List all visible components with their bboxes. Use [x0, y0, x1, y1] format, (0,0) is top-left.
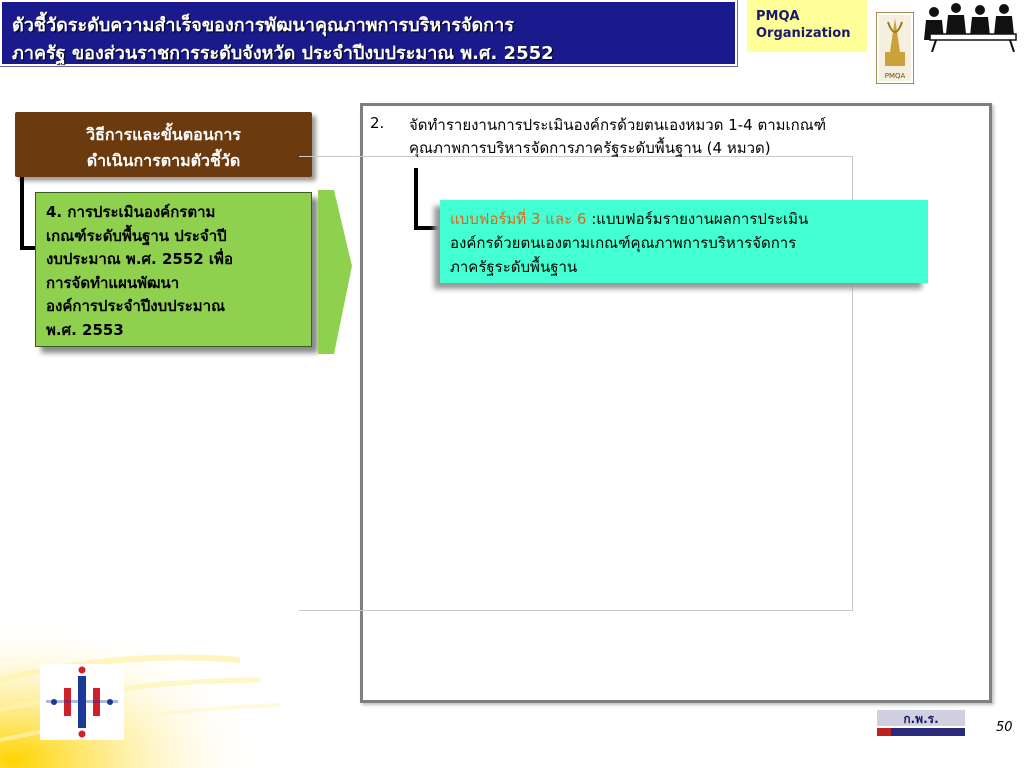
pmqa-label: PMQA Organization — [756, 9, 851, 41]
connector-line — [414, 168, 418, 230]
method-header-line-1: วิธีการและขั้นตอนการ — [86, 125, 241, 144]
title-line-1: ตัวชี้วัดระดับความสำเร็จของการพัฒนาคุณภาพการบริหารจัดการ — [12, 15, 514, 36]
connector-line — [20, 246, 36, 250]
item-text: จัดทำรายงานการประเมินองค์กรด้วยตนเองหมวด 1-4 ตามเกณฑ์ คุณภาพการบริหารจัดการภาครัฐระดับพื้นฐาน (4 หมวด) — [409, 116, 827, 157]
step-4-text: 4. การประเมินองค์กรตาม เกณฑ์ระดับพื้นฐาน ประจำปี งบประมาณ พ.ศ. 2552 เพื่อ การจัดทำแผนพัฒนา องค์การประจำปีงบประมาณ พ.ศ. 2553 — [46, 203, 233, 339]
form-description — [450, 207, 925, 279]
ocpsc-logo-text: ก.พ.ร. — [903, 712, 939, 726]
form-text: :แบบฟอร์มรายงานผลการประเมิน องค์กรด้วยตนเองตามเกณฑ์คุณภาพการบริหารจัดการ ภาครัฐระดับพื้นฐาน — [450, 210, 809, 276]
method-header-line-2: ดำเนินการตามตัวชี้วัด — [86, 151, 241, 170]
pmqa-logo — [876, 12, 914, 84]
title-line-2: ภาครัฐ ของส่วนราชการระดับจังหวัด ประจำปีงบประมาณ พ.ศ. 2552 — [12, 43, 554, 64]
connector-line — [414, 226, 440, 230]
form-box — [440, 200, 928, 283]
meeting-clipart-image — [920, 0, 1024, 52]
form-label: แบบฟอร์มที่ 3 และ 6 — [450, 210, 587, 228]
method-header — [15, 112, 312, 177]
title-banner — [0, 0, 737, 66]
item-number: 2. — [370, 114, 385, 132]
agency-logo — [40, 664, 124, 740]
step-4-box — [35, 192, 312, 347]
ocpsc-logo — [877, 708, 965, 738]
connector-line — [20, 177, 24, 250]
pmqa-logo-text: PMQA — [884, 72, 906, 80]
page-number: 50 — [996, 720, 1013, 735]
